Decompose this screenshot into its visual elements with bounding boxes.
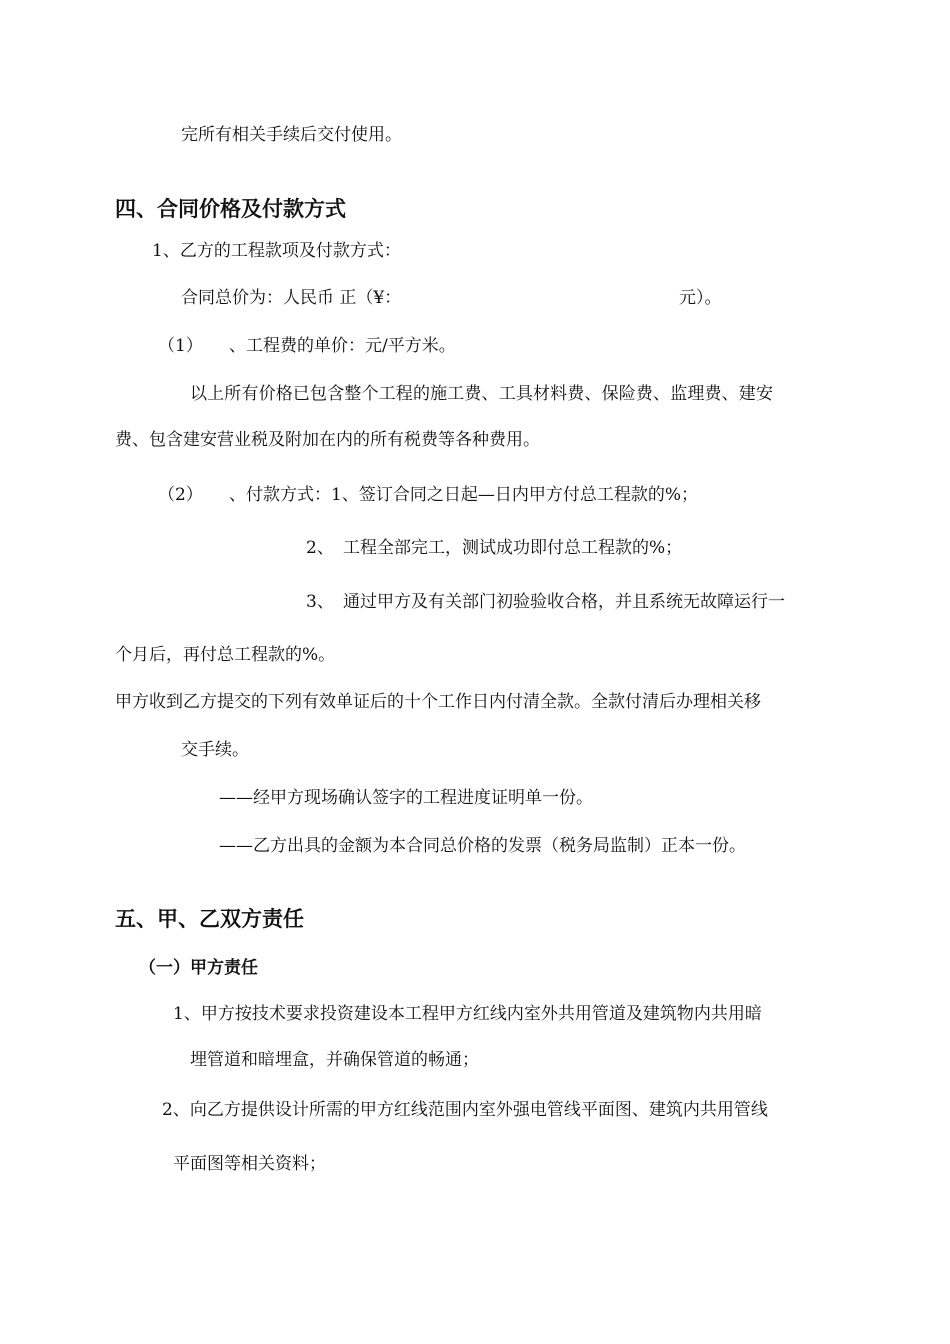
text-line: 工程全部完工，测试成功即付总工程款的%；: [343, 538, 683, 558]
text-line: 甲方收到乙方提交的下列有效单证后的十个工作日内付清全款。全款付清后办理相关移: [115, 692, 761, 712]
item-number: （2）: [158, 485, 203, 505]
text-line: 完所有相关手续后交付使用。: [181, 125, 402, 145]
subsection-heading: （一）甲方责任: [139, 958, 258, 978]
text-line: 交手续。: [181, 740, 249, 760]
section-heading-4: 四、合同价格及付款方式: [115, 197, 346, 221]
text-line: 费、包含建安营业税及附加在内的所有税费等各种费用。: [115, 430, 540, 450]
list-item: ——乙方出具的金额为本合同总价格的发票（税务局监制）正本一份。: [219, 836, 746, 856]
text-line: 以上所有价格已包含整个工程的施工费、工具材料费、保险费、监理费、建安: [190, 384, 774, 404]
text-line: 1、甲方按技术要求投资建设本工程甲方红线内室外共用管道及建筑物内共用暗: [173, 1004, 762, 1024]
contract-total-label: 合同总价为：人民币 正（¥：: [181, 288, 402, 308]
text-line: 个月后，再付总工程款的%。: [115, 645, 336, 665]
text-line: 2、向乙方提供设计所需的甲方红线范围内室外强电管线平面图、建筑内共用管线: [162, 1100, 768, 1120]
text-line: 、工程费的单价：元/平方米。: [229, 336, 456, 356]
text-line: 1、乙方的工程款项及付款方式：: [152, 241, 401, 261]
text-line: 埋管道和暗埋盒，并确保管道的畅通；: [190, 1050, 479, 1070]
contract-total-unit: 元）。: [679, 288, 722, 308]
section-heading-5: 五、甲、乙双方责任: [115, 907, 304, 931]
item-number: （1）: [158, 336, 203, 356]
sub-item-number: 3、: [306, 592, 334, 612]
text-line: 平面图等相关资料；: [173, 1154, 326, 1174]
sub-item-number: 2、: [306, 538, 334, 558]
text-line: 通过甲方及有关部门初验验收合格，并且系统无故障运行一: [343, 592, 785, 612]
text-line: 、付款方式：1、签订合同之日起—日内甲方付总工程款的%；: [229, 485, 698, 505]
list-item: ——经甲方现场确认签字的工程进度证明单一份。: [219, 788, 593, 808]
